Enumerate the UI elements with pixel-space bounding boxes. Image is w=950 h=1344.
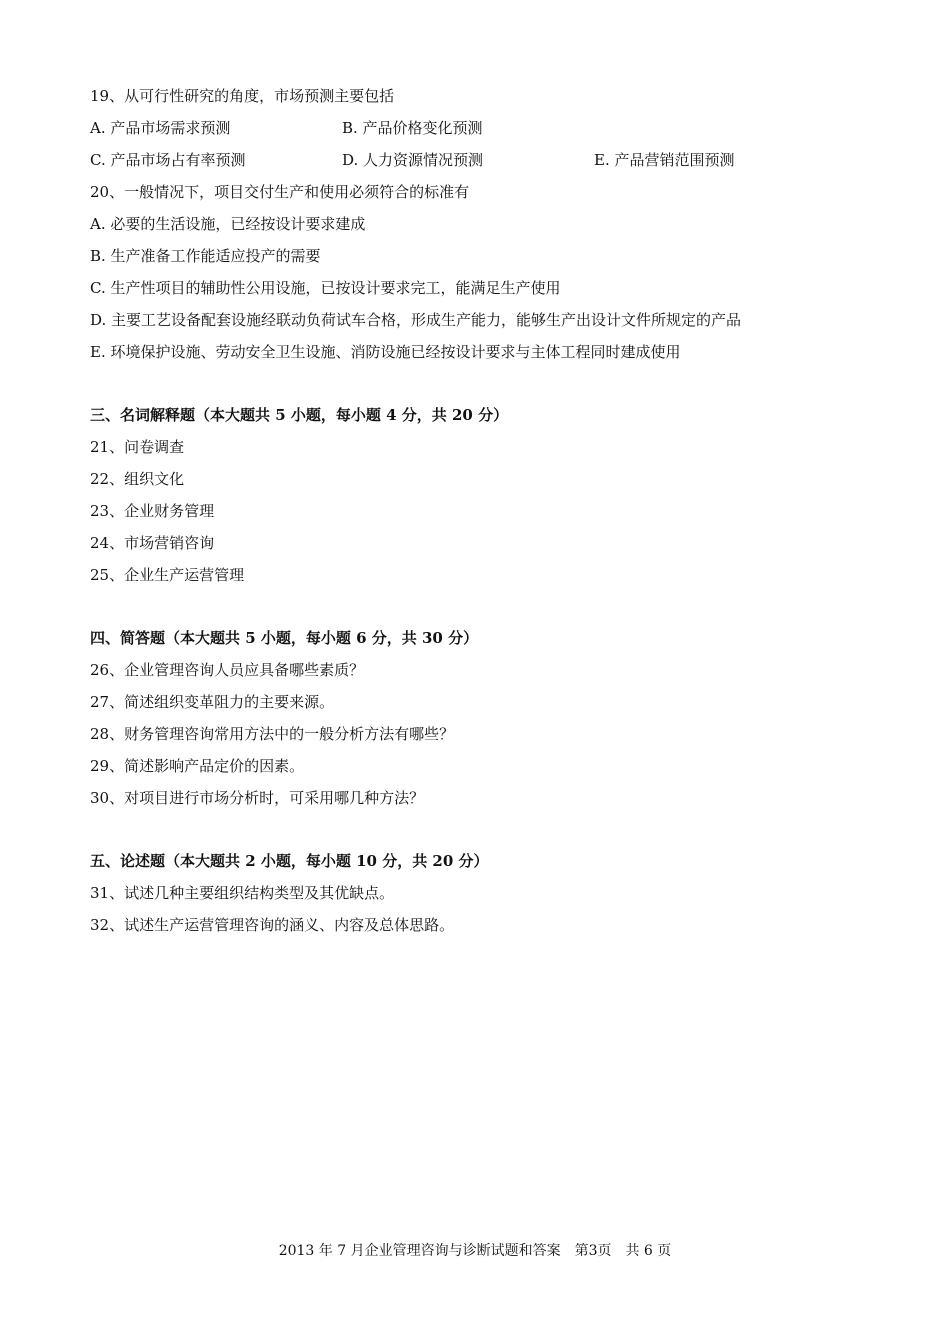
section-3-item: 23、企业财务管理 [90,502,215,520]
section-4-item: 27、简述组织变革阻力的主要来源。 [90,693,335,711]
question-20-option-a: A. 必要的生活设施，已经按设计要求建成 [90,215,366,233]
question-19-stem: 19、从可行性研究的角度，市场预测主要包括 [90,87,395,105]
section-3-item: 24、市场营销咨询 [90,534,215,552]
page-footer: 2013 年 7 月企业管理咨询与诊断试题和答案 第3页 共 6 页 [278,1243,672,1259]
question-19-option-e: E. 产品营销范围预测 [594,151,735,169]
question-20-option-e: E. 环境保护设施、劳动安全卫生设施、消防设施已经按设计要求与主体工程同时建成使用 [90,343,681,361]
section-3-item: 21、问卷调查 [90,438,185,456]
question-19-option-b: B. 产品价格变化预测 [342,119,483,137]
section-4-item: 29、简述影响产品定价的因素。 [90,757,305,775]
question-20-option-d: D. 主要工艺设备配套设施经联动负荷试车合格，形成生产能力，能够生产出设计文件所规定的产品 [90,311,742,329]
section-3-item: 22、组织文化 [90,470,185,488]
question-20-option-c: C. 生产性项目的辅助性公用设施，已按设计要求完工，能满足生产使用 [90,279,561,297]
section-5-title: 五、论述题（本大题共 2 小题，每小题 10 分，共 20 分） [90,852,489,870]
question-19-option-d: D. 人力资源情况预测 [342,151,484,169]
question-19-option-c: C. 产品市场占有率预测 [90,151,246,169]
question-20-stem: 20、一般情况下，项目交付生产和使用必须符合的标准有 [90,183,470,201]
section-4-title: 四、简答题（本大题共 5 小题，每小题 6 分，共 30 分） [90,629,479,647]
section-4-item: 30、对项目进行市场分析时，可采用哪几种方法？ [90,789,425,807]
section-5-item: 31、试述几种主要组织结构类型及其优缺点。 [90,884,395,902]
section-4-item: 26、企业管理咨询人员应具备哪些素质？ [90,661,365,679]
section-3-title: 三、名词解释题（本大题共 5 小题，每小题 4 分，共 20 分） [90,406,509,424]
section-5-item: 32、试述生产运营管理咨询的涵义、内容及总体思路。 [90,916,455,934]
question-20-option-b: B. 生产准备工作能适应投产的需要 [90,247,321,265]
section-3-item: 25、企业生产运营管理 [90,566,245,584]
section-4-item: 28、财务管理咨询常用方法中的一般分析方法有哪些？ [90,725,455,743]
question-19-option-a: A. 产品市场需求预测 [90,119,231,137]
